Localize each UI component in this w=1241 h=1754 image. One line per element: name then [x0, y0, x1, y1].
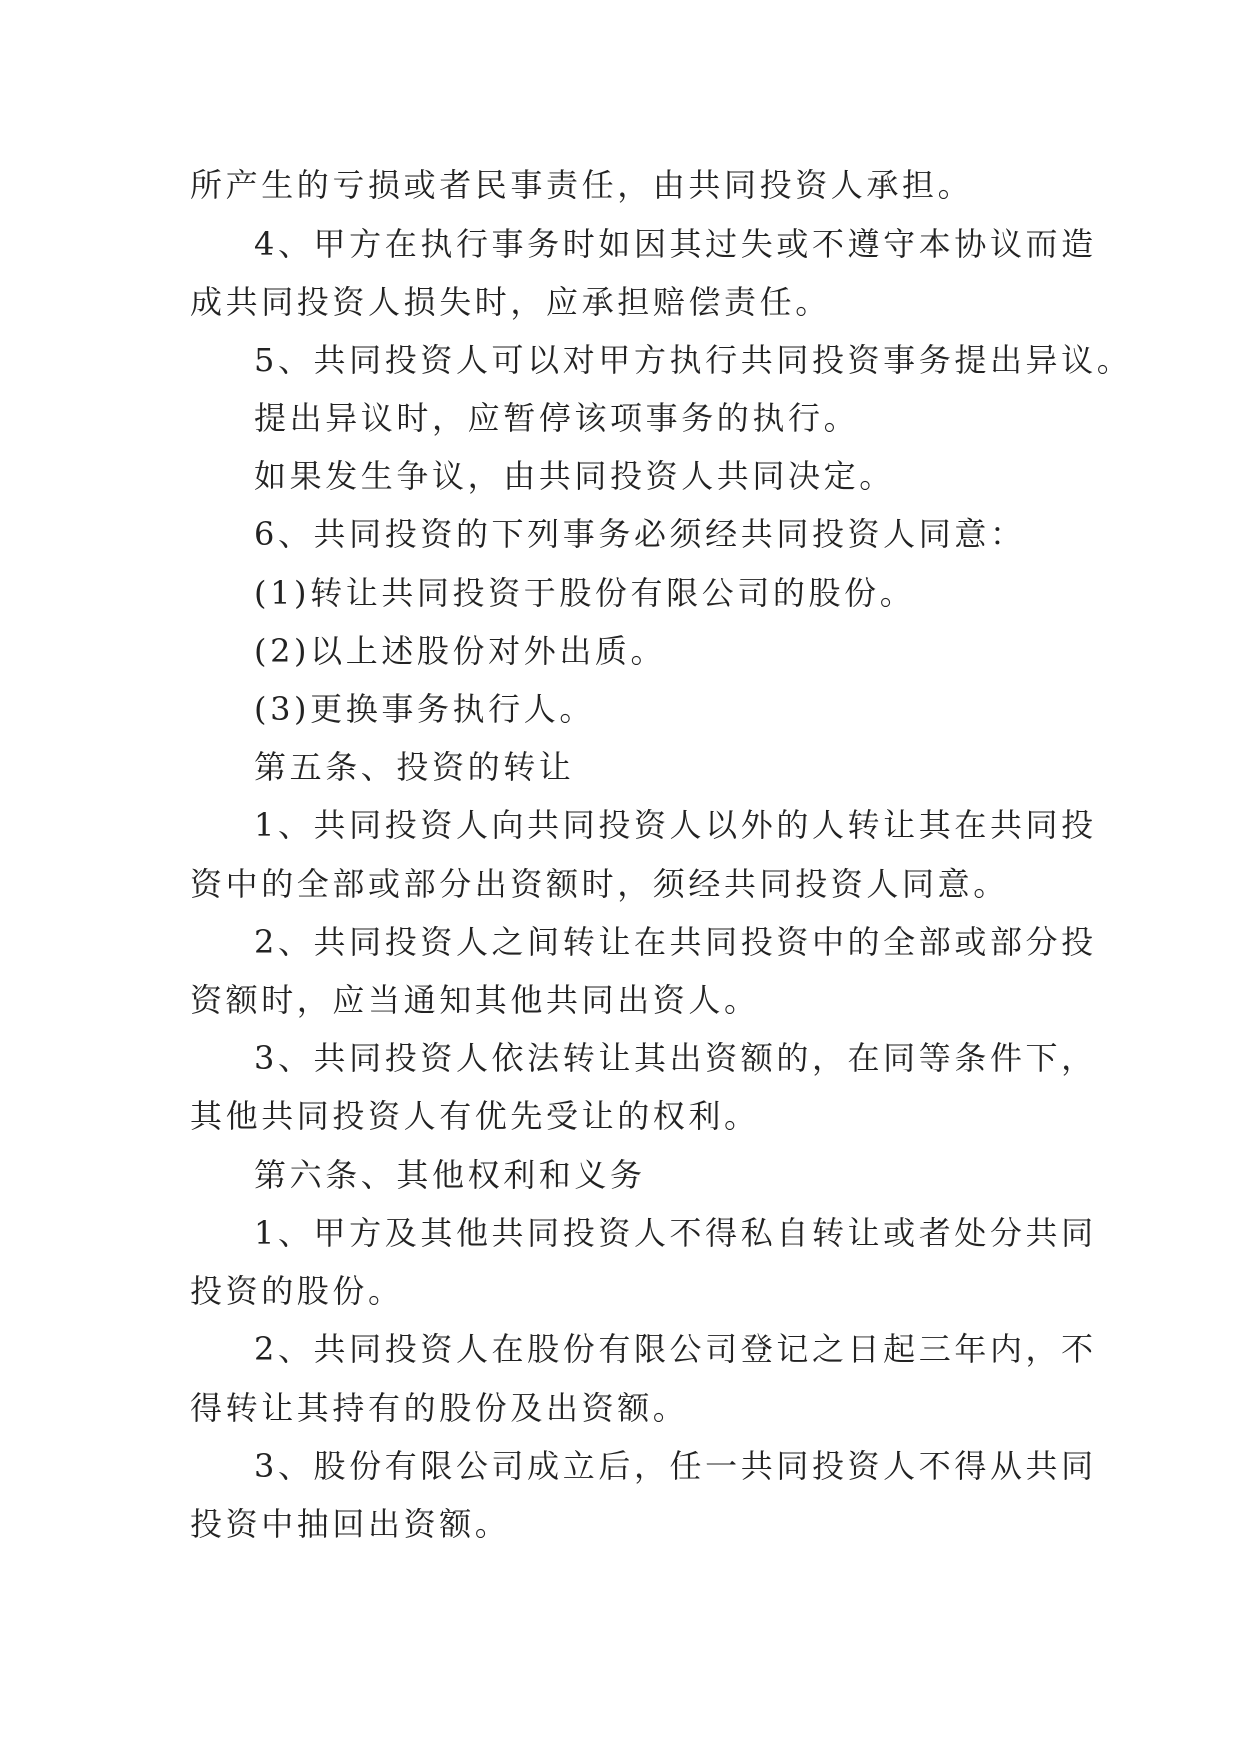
- text-line-21: 2、共同投资人在股份有限公司登记之日起三年内，不: [254, 1330, 1097, 1368]
- text-line-10: (3)更换事务执行人。: [254, 690, 595, 728]
- section-heading-5: 第五条、投资的转让: [254, 748, 575, 786]
- text-line-15: 资额时，应当通知其他共同出资人。: [190, 981, 760, 1019]
- text-line-19: 1、甲方及其他共同投资人不得私自转让或者处分共同: [254, 1214, 1097, 1252]
- text-line-13: 资中的全部或部分出资额时，须经共同投资人同意。: [190, 865, 1009, 903]
- text-line-24: 投资中抽回出资额。: [190, 1505, 511, 1543]
- text-line-23: 3、股份有限公司成立后，任一共同投资人不得从共同: [254, 1447, 1097, 1485]
- text-line-12: 1、共同投资人向共同投资人以外的人转让其在共同投: [254, 806, 1097, 844]
- section-heading-6: 第六条、其他权利和义务: [254, 1156, 646, 1194]
- text-line-17: 其他共同投资人有优先受让的权利。: [190, 1097, 760, 1135]
- text-line-4: 5、共同投资人可以对甲方执行共同投资事务提出异议。: [254, 341, 1133, 379]
- text-line-16: 3、共同投资人依法转让其出资额的，在同等条件下，: [254, 1039, 1097, 1077]
- text-line-20: 投资的股份。: [190, 1272, 404, 1310]
- text-line-3: 成共同投资人损失时，应承担赔偿责任。: [190, 283, 831, 321]
- text-line-1: 所产生的亏损或者民事责任，由共同投资人承担。: [190, 166, 974, 204]
- text-line-14: 2、共同投资人之间转让在共同投资中的全部或部分投: [254, 923, 1097, 961]
- text-line-5: 提出异议时，应暂停该项事务的执行。: [254, 399, 860, 437]
- text-line-2: 4、甲方在执行事务时如因其过失或不遵守本协议而造: [254, 225, 1097, 263]
- text-line-6: 如果发生争议，由共同投资人共同决定。: [254, 457, 895, 495]
- text-line-7: 6、共同投资的下列事务必须经共同投资人同意：: [254, 515, 1026, 553]
- text-line-9: (2)以上述股份对外出质。: [254, 632, 667, 670]
- text-line-8: (1)转让共同投资于股份有限公司的股份。: [254, 574, 916, 612]
- text-line-22: 得转让其持有的股份及出资额。: [190, 1389, 689, 1427]
